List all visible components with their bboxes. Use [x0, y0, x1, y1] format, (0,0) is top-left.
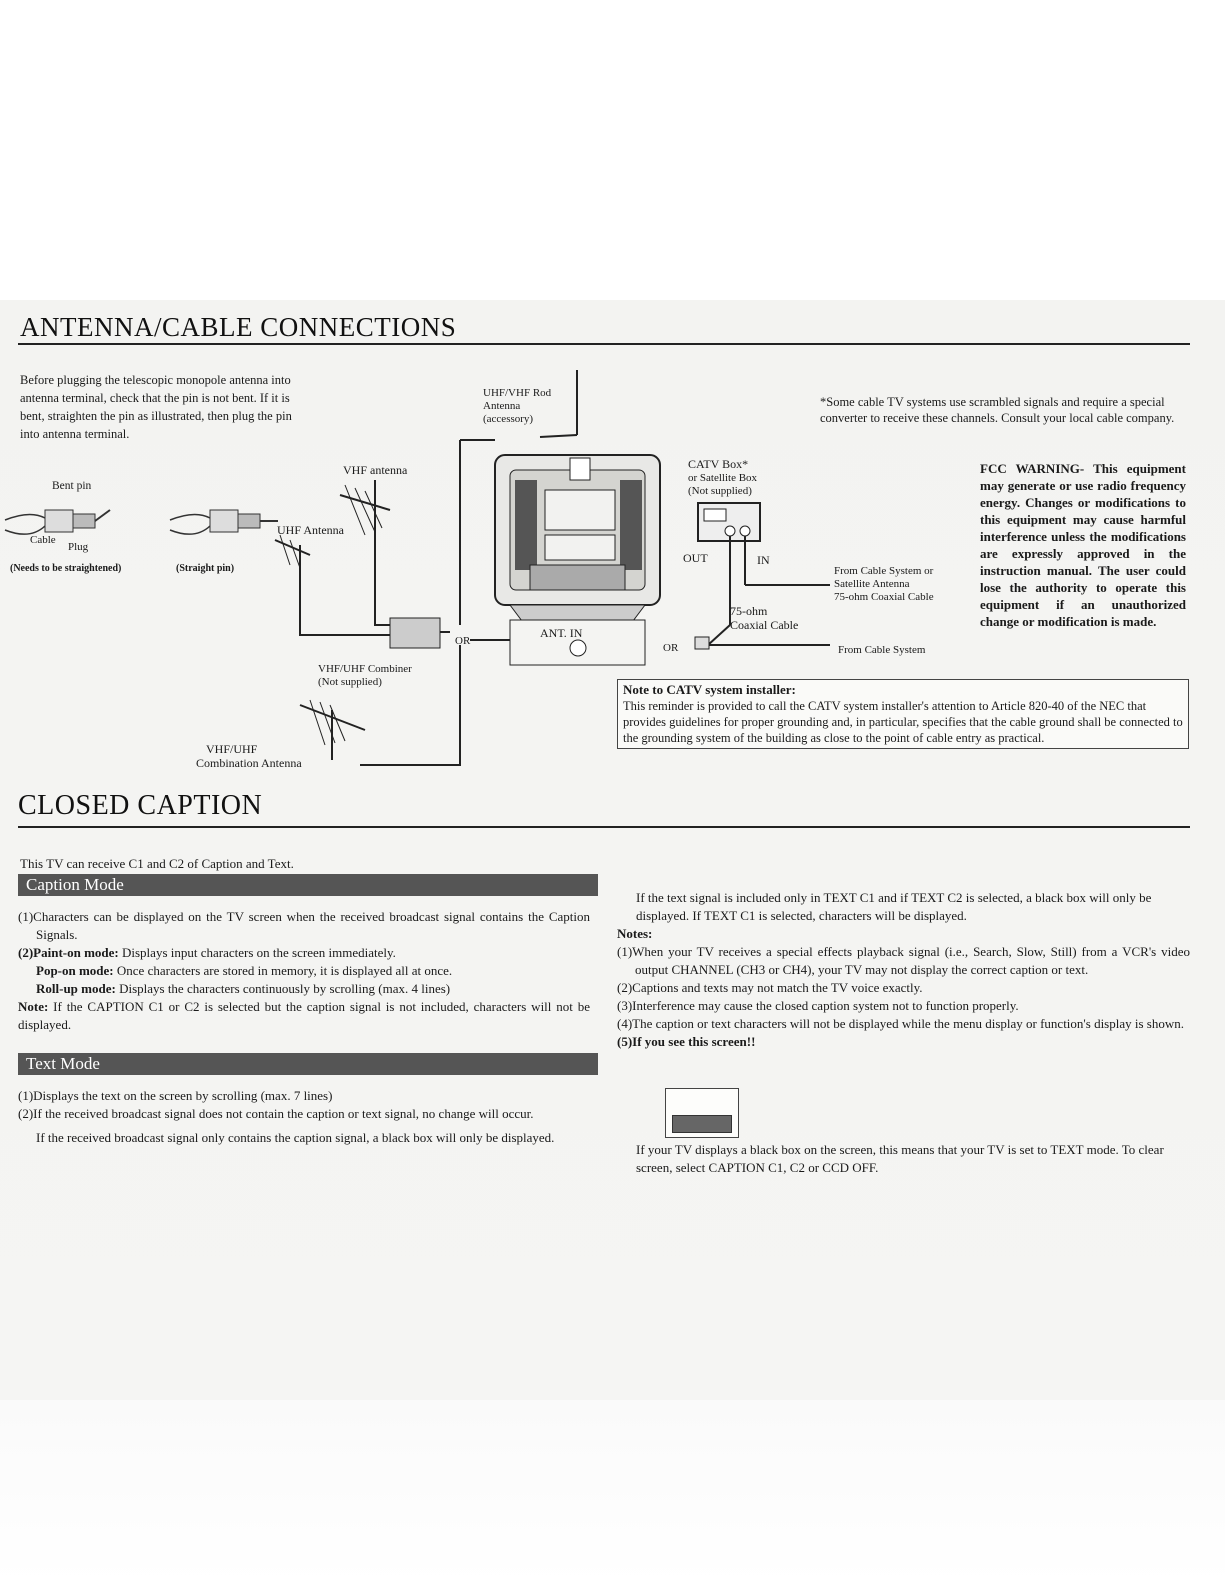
- catv-installer-note: [617, 679, 1189, 749]
- label-out: OUT: [683, 551, 708, 565]
- caption-item-1: (1)Characters can be displayed on the TV screen when the received broadcast signal contains the Caption Signals.: [18, 909, 590, 942]
- tv-back-illustration: [490, 450, 665, 680]
- antenna-section-heading: ANTENNA/CABLE CONNECTIONS: [20, 312, 457, 342]
- pop-on-text: Once characters are stored in memory, it is displayed all at once.: [113, 963, 453, 978]
- paint-on-text: Displays input characters on the screen immediately.: [118, 945, 396, 960]
- label-coax-right: 75-ohm Coaxial Cable: [834, 591, 934, 603]
- label-or-left: OR: [455, 635, 471, 647]
- roll-up-text: Displays the characters continuously by scrolling (max. 4 lines): [115, 981, 451, 996]
- label-in: IN: [757, 553, 770, 567]
- label-coax-75a: 75-ohm: [730, 604, 768, 618]
- caption-mode-items: [18, 908, 590, 1034]
- caption-item-roll: [18, 980, 590, 998]
- label-combo-antenna-2: Combination Antenna: [196, 756, 302, 770]
- closed-caption-heading: CLOSED CAPTION: [18, 790, 263, 821]
- caption-item-paint: [18, 944, 590, 962]
- pop-on-label: Pop-on mode:: [36, 963, 114, 978]
- fcc-warning: FCC WARNING- This equipment may generate or use radio frequency energy. Changes or modifications to this equipment may cause harmful interference unless the modifications are expressly approved in the instruction manual. The user could lose the authority to operate this equipment if an unauthorized change or modification is made.: [980, 461, 1186, 629]
- label-catv-box: CATV Box*: [688, 457, 749, 471]
- label-cable: Cable: [30, 534, 56, 546]
- caption-note: [18, 998, 590, 1034]
- label-rod-antenna: UHF/VHF Rod: [483, 387, 552, 399]
- label-uhf-antenna: UHF Antenna: [277, 523, 344, 537]
- note-2: (2)Captions and texts may not match the TV voice exactly.: [617, 980, 923, 995]
- label-from-cable-or: From Cable System or: [834, 565, 934, 577]
- text-mode-items: [18, 1087, 590, 1147]
- label-catv-not-supplied: (Not supplied): [688, 485, 752, 497]
- label-accessory: (accessory): [483, 413, 534, 425]
- text-c1-paragraph: If the text signal is included only in TEXT C1 and if TEXT C2 is selected, a black box will only be displayed. If TEXT C1 is selected, characters will be displayed.: [636, 890, 1152, 923]
- caption-note-label: Note:: [18, 999, 49, 1014]
- black-box-illustration: [672, 1115, 732, 1133]
- roll-up-label: Roll-up mode:: [36, 981, 116, 996]
- label-satellite-antenna: Satellite Antenna: [834, 578, 910, 590]
- note-5: (5)If you see this screen!!: [617, 1034, 756, 1049]
- caption-intro: This TV can receive C1 and C2 of Caption and Text.: [20, 856, 294, 871]
- label-satellite-box: or Satellite Box: [688, 472, 758, 484]
- note-1: (1)When your TV receives a special effects playback signal (i.e., Search, Slow, Still) from a VCR's video output CHANNEL (CH3 or CH4), your TV may not display the correct caption or text.: [617, 944, 1190, 977]
- text-item-2: (2)If the received broadcast signal does not contain the caption or text signal, no change will occur.: [18, 1106, 534, 1121]
- notes-label: Notes:: [617, 926, 653, 941]
- label-combiner: VHF/UHF Combiner: [318, 663, 412, 675]
- paint-on-label: (2)Paint-on mode:: [18, 945, 119, 960]
- text-mode-bar: Text Mode: [18, 1053, 598, 1075]
- closed-caption-rule: [18, 826, 1190, 828]
- caption-mode-bar: Caption Mode: [18, 874, 598, 896]
- catv-installer-body: This reminder is provided to call the CATV system installer's attention to Article 820-40 of the NEC that provides guidelines for proper grounding and, in particular, specifies that the cable ground shall be connected to the grounding system of the building as close to the point of cable entry as practical.: [623, 699, 1183, 745]
- label-from-cable-system: From Cable System: [838, 644, 926, 656]
- note-3: (3)Interference may cause the closed caption system not to function properly.: [617, 998, 1019, 1013]
- label-plug: Plug: [68, 541, 89, 553]
- label-combo-antenna-1: VHF/UHF: [206, 742, 258, 756]
- label-ant-in: ANT. IN: [540, 626, 583, 640]
- label-rod-antenna-word: Antenna: [483, 400, 521, 412]
- text-item-2b: If the received broadcast signal only contains the caption signal, a black box will only be displayed.: [36, 1130, 555, 1145]
- label-coax-75b: Coaxial Cable: [730, 618, 799, 632]
- scrambled-signals-note: *Some cable TV systems use scrambled signals and require a special converter to receive these channels. Consult your local cable company.: [820, 395, 1175, 425]
- black-box-paragraph: If your TV displays a black box on the screen, this means that your TV is set to TEXT mode. To clear screen, select CAPTION C1, C2 or CCD OFF.: [636, 1142, 1164, 1175]
- caption-item-pop: [18, 962, 590, 980]
- text-item-1: (1)Displays the text on the screen by scrolling (max. 7 lines): [18, 1088, 333, 1103]
- right-notes: [617, 925, 1190, 1051]
- label-or-right: OR: [663, 642, 679, 654]
- note-4: (4)The caption or text characters will not be displayed while the menu display or function's display is shown.: [617, 1016, 1184, 1031]
- catv-box-diagram: [690, 495, 970, 665]
- label-combiner-not-supplied: (Not supplied): [318, 676, 382, 688]
- antenna-intro: Before plugging the telescopic monopole antenna into antenna terminal, check that the pin is not bent. If it is bent, straighten the pin as illustrated, then plug the pin into antenna terminal.: [20, 373, 292, 441]
- caption-note-text: If the CAPTION C1 or C2 is selected but the caption signal is not included, characters will not be displayed.: [18, 999, 590, 1032]
- label-vhf-antenna: VHF antenna: [343, 463, 408, 477]
- label-needs-straightened: (Needs to be straightened): [10, 563, 122, 574]
- label-bent-pin: Bent pin: [52, 480, 92, 492]
- label-straight-pin: (Straight pin): [176, 563, 235, 574]
- catv-installer-title: Note to CATV system installer:: [623, 682, 796, 697]
- antenna-heading-rule: [18, 343, 1190, 345]
